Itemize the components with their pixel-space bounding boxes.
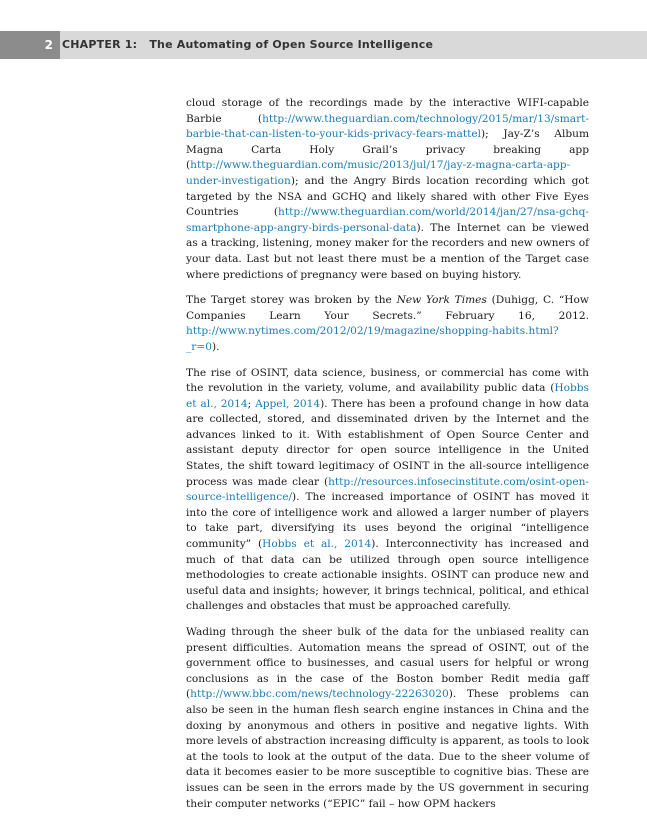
text-run: ); and the Angry Birds location recording which got targeted by the NSA and GCHQ and likely shared with other Five Eyes Countries ( [186, 174, 589, 219]
text-run: Wading through the sheer bulk of the data for the unbiased reality can present difficulties. Automation means the spread of OSINT, out of the government office to businesses, and casual users for helpful or wrong conclusions as in the case of the Boston bomber Redit media gaff ( [186, 626, 589, 701]
chapter-title: The Automating of Open Source Intelligence [149, 38, 434, 51]
reference-link[interactable]: http://www.theguardian.com/music/2013/jul/17/jay-z-magna-carta-app-under-investigation [186, 159, 571, 187]
text-run: ); Jay-Z’s Album Magna Carta Holy Grail’s privacy breaking app ( [186, 128, 589, 172]
chapter-heading [62, 31, 433, 59]
text-run: The Target storey was broken by the [186, 294, 397, 307]
text-run: ). These problems can also be seen in the human flesh search engine instances in China and the doxing by anonymous and others in positive and negative lights. With more levels of abstraction increasing difficulty is apparent, as tools to look at the tools to look at the output of the data. Due to the sheer volume of data it becomes easier to be more susceptible to cognitive bias. These are issues can be seen in the errors made by the US government in securing their computer networks (“EPIC” fail – how OPM hackers [186, 688, 589, 810]
text-run: The rise of OSINT, data science, business, or commercial has come with the revolution in the variety, volume, and availability public data ( [186, 366, 589, 395]
body-text [186, 96, 589, 822]
italic-text: New York Times [396, 294, 487, 307]
paragraph [186, 366, 589, 616]
reference-link[interactable]: http://www.theguardian.com/world/2014/jan/27/nsa-gchq-smartphone-app-angry-birds-personal-data [186, 206, 589, 234]
reference-link[interactable]: http://www.nytimes.com/2012/02/19/magazine/shopping-habits.html?_r=0 [186, 325, 559, 353]
text-run: ; [247, 397, 256, 410]
reference-link[interactable]: Hobbs et al., 2014 [262, 538, 372, 551]
text-run: ). The increased importance of OSINT has moved it into the core of intelligence work and allowed a larger number of players to take part, diversifying its uses beyond the original “intelligence community” ( [186, 491, 589, 551]
text-run: ). [211, 340, 220, 353]
reference-link[interactable]: Appel, 2014 [255, 397, 321, 410]
text-run: ). There has been a profound change in how data are collected, stored, and disseminated driven by the Internet and the advances linked to it. With establishment of Open Source Center and assistant deputy director for open source intelligence in the United States, the shift toward legitimacy of OSINT in the all-source intelligence process was made clear ( [186, 397, 589, 488]
reference-link[interactable]: Hobbs et al., 2014 [186, 382, 589, 410]
text-run: ). The Internet can be viewed as a tracking, listening, money maker for the recorders and new owners of your data. Last but not least there must be a mention of the Target case where predictions of pregnancy were based on buying history. [186, 221, 589, 281]
running-header [0, 31, 647, 59]
text-run: ). Interconnectivity has increased and much of that data can be utilized through open source intelligence methodologies to create actionable insights. OSINT can produce new and useful data and insights; however, it brings technical, political, and ethical challenges and obstacles that must be approached carefully. [186, 538, 589, 613]
chapter-label: CHAPTER 1: [62, 38, 138, 51]
paragraph [186, 96, 589, 283]
paragraph [186, 293, 589, 355]
paragraph [186, 625, 589, 812]
reference-link[interactable]: http://www.theguardian.com/technology/2015/mar/13/smart-barbie-that-can-listen-to-your-kids-privacy-fears-mattel [186, 112, 589, 141]
text-run: cloud storage of the recordings made by the interactive WIFI-capable Barbie ( [186, 97, 589, 125]
page-number: 2 [0, 31, 60, 59]
reference-link[interactable]: http://www.bbc.com/news/technology-22263020 [190, 688, 449, 701]
text-run: (Duhigg, C. “How Companies Learn Your Secrets.” February 16, 2012. [186, 294, 589, 322]
reference-link[interactable]: http://resources.infosecinstitute.com/osint-open-source-intelligence/ [186, 475, 589, 504]
